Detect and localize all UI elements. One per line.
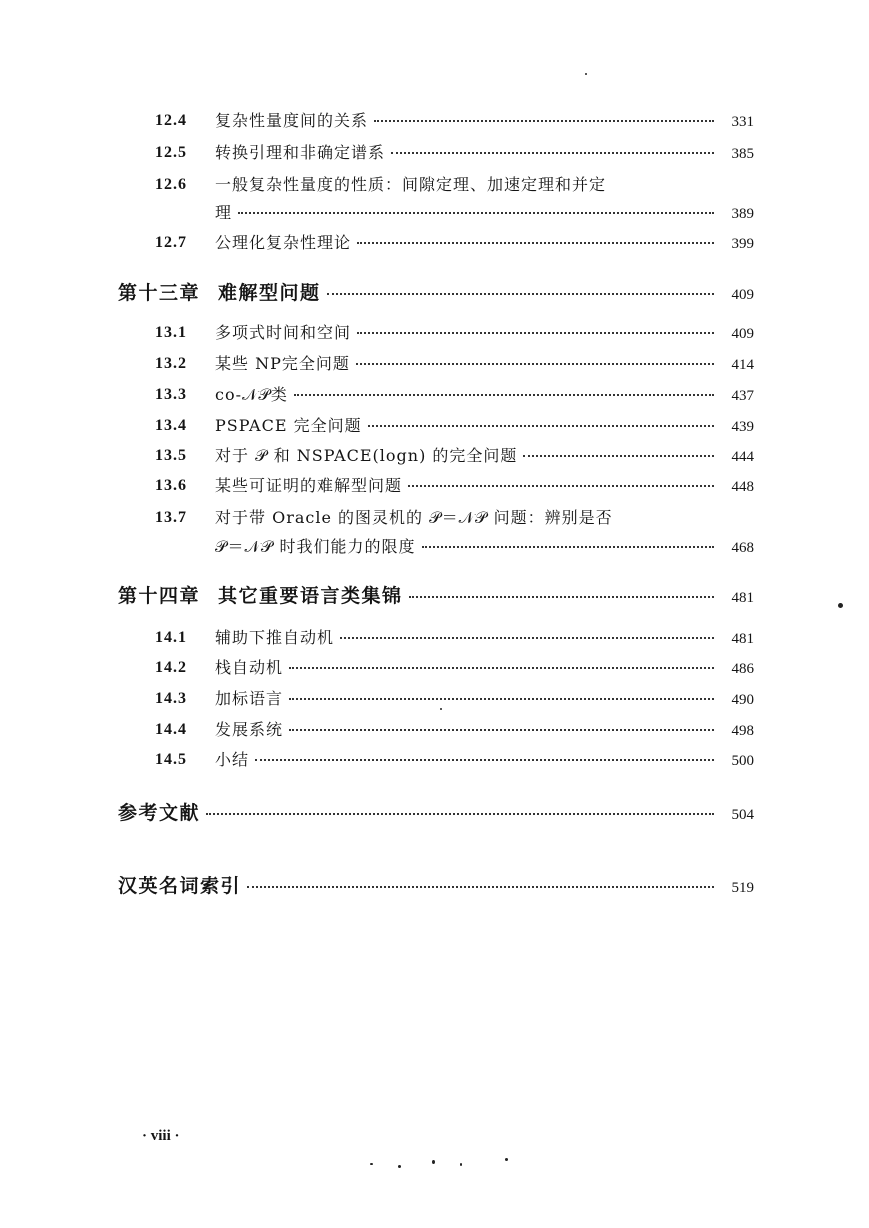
section-number: 13.2 xyxy=(155,355,187,372)
leader-dots xyxy=(327,292,714,295)
leader-dots xyxy=(408,484,714,487)
section-title-continued: 𝒫＝𝒩𝒫 时我们能力的限度 xyxy=(215,537,416,556)
section-number: 12.6 xyxy=(155,176,187,193)
leader-dots xyxy=(357,241,714,244)
page-number: 504 xyxy=(731,807,754,823)
section-number: 14.1 xyxy=(155,629,187,646)
section-number: 14.3 xyxy=(155,690,187,707)
chapter-label: 第十三章 xyxy=(118,282,201,304)
page-number: 500 xyxy=(731,753,754,769)
toc-entry-14-4[interactable] xyxy=(0,715,869,745)
scan-speck xyxy=(838,603,843,608)
toc-entry-12-6[interactable] xyxy=(0,170,869,200)
section-number: 13.4 xyxy=(155,417,187,434)
section-title: 对于带 Oracle 的图灵机的 𝒫＝𝒩𝒫 问题：辨别是否 xyxy=(215,508,613,527)
toc-entry-14-5[interactable] xyxy=(0,745,869,775)
leader-dots xyxy=(289,697,714,700)
section-title: 公理化复杂性理论 xyxy=(215,233,352,252)
leader-dots xyxy=(206,812,714,815)
toc-entry-13-3[interactable] xyxy=(0,380,869,410)
scan-speck xyxy=(398,1165,401,1168)
toc-entry-13-7[interactable] xyxy=(0,503,869,533)
section-number: 12.7 xyxy=(155,234,187,251)
toc-chapter-14[interactable] xyxy=(0,581,869,611)
toc-entry-12-5[interactable] xyxy=(0,138,869,168)
scan-speck xyxy=(440,708,442,710)
page-number: 385 xyxy=(731,146,754,162)
section-title: co-𝒩𝒫类 xyxy=(215,385,288,404)
toc-entry-13-2[interactable] xyxy=(0,349,869,379)
leader-dots xyxy=(247,885,714,888)
leader-dots xyxy=(374,119,714,122)
toc-chapter-13[interactable] xyxy=(0,278,869,308)
section-number: 13.5 xyxy=(155,447,187,464)
toc-entry-13-4[interactable] xyxy=(0,411,869,441)
page-number: 409 xyxy=(731,326,754,342)
leader-dots xyxy=(340,636,714,639)
chapter-title: 难解型问题 xyxy=(218,282,321,304)
section-number: 14.5 xyxy=(155,751,187,768)
page-number: 399 xyxy=(731,236,754,252)
scan-speck xyxy=(460,1163,462,1166)
section-number: 13.1 xyxy=(155,324,187,341)
chapter-title: 其它重要语言类集锦 xyxy=(218,585,403,607)
leader-dots xyxy=(409,595,714,598)
toc-index[interactable] xyxy=(0,871,869,901)
leader-dots xyxy=(289,728,714,731)
page-number: 468 xyxy=(731,540,754,556)
toc-entry-12-6-continued[interactable] xyxy=(0,198,869,228)
page-number: 490 xyxy=(731,692,754,708)
section-title: 小结 xyxy=(215,750,250,769)
page-number: 444 xyxy=(731,449,754,465)
scan-speck xyxy=(585,73,587,75)
section-title: 加标语言 xyxy=(215,689,284,708)
leader-dots xyxy=(255,758,714,761)
leader-dots xyxy=(289,666,714,669)
section-number: 12.4 xyxy=(155,112,187,129)
scan-speck xyxy=(432,1160,435,1164)
section-title: 辅助下推自动机 xyxy=(215,628,335,647)
references-title: 参考文献 xyxy=(118,802,201,824)
scan-speck xyxy=(505,1158,508,1161)
section-number: 12.5 xyxy=(155,144,187,161)
page-number: 414 xyxy=(731,357,754,373)
section-title: 栈自动机 xyxy=(215,658,284,677)
leader-dots xyxy=(391,151,714,154)
index-title: 汉英名词索引 xyxy=(118,875,242,897)
page-number: 331 xyxy=(731,114,754,130)
section-title: PSPACE 完全问题 xyxy=(215,416,362,435)
section-number: 13.6 xyxy=(155,477,187,494)
page-number: 389 xyxy=(731,206,754,222)
section-title-continued: 理 xyxy=(215,203,233,222)
page-number: 409 xyxy=(731,287,754,303)
toc-entry-13-5[interactable] xyxy=(0,441,869,471)
section-title: 复杂性量度间的关系 xyxy=(215,111,369,130)
leader-dots xyxy=(368,424,714,427)
section-number: 14.2 xyxy=(155,659,187,676)
section-title: 转换引理和非确定谱系 xyxy=(215,143,386,162)
section-number: 13.7 xyxy=(155,509,187,526)
section-title: 某些可证明的难解型问题 xyxy=(215,476,403,495)
page-number-footer: · viii · xyxy=(142,1128,180,1144)
section-title: 某些 NP完全问题 xyxy=(215,354,350,373)
leader-dots xyxy=(357,331,714,334)
section-title: 对于 𝒫 和 NSPACE(logn) 的完全问题 xyxy=(215,446,518,465)
page-number: 486 xyxy=(731,661,754,677)
toc-entry-13-6[interactable] xyxy=(0,471,869,501)
toc-entry-14-2[interactable] xyxy=(0,653,869,683)
leader-dots xyxy=(422,545,715,548)
section-number: 14.4 xyxy=(155,721,187,738)
toc-references[interactable] xyxy=(0,798,869,828)
toc-entry-12-7[interactable] xyxy=(0,228,869,258)
section-number: 13.3 xyxy=(155,386,187,403)
page-number: 439 xyxy=(731,419,754,435)
toc-entry-13-7-continued[interactable] xyxy=(0,532,869,562)
chapter-label: 第十四章 xyxy=(118,585,201,607)
toc-entry-12-4[interactable] xyxy=(0,106,869,136)
toc-entry-13-1[interactable] xyxy=(0,318,869,348)
leader-dots xyxy=(294,393,714,396)
toc-entry-14-3[interactable] xyxy=(0,684,869,714)
section-title: 发展系统 xyxy=(215,720,284,739)
page-number: 519 xyxy=(731,880,754,896)
page-number: 498 xyxy=(731,723,754,739)
page-number: 481 xyxy=(731,631,754,647)
toc-entry-14-1[interactable] xyxy=(0,623,869,653)
leader-dots xyxy=(238,211,714,214)
page-number: 448 xyxy=(731,479,754,495)
section-title: 一般复杂性量度的性质：间隙定理、加速定理和并定 xyxy=(215,175,607,194)
leader-dots xyxy=(523,454,714,457)
section-title: 多项式时间和空间 xyxy=(215,323,352,342)
scan-speck xyxy=(370,1163,373,1165)
page-number: 481 xyxy=(731,590,754,606)
page-number: 437 xyxy=(731,388,754,404)
leader-dots xyxy=(356,362,714,365)
